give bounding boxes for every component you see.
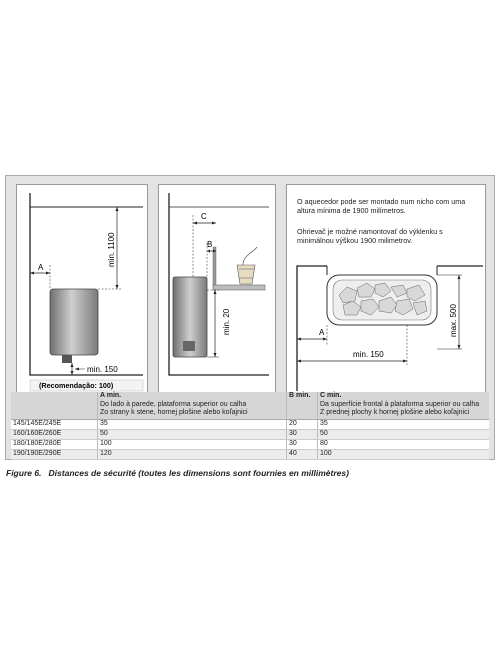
- dim-height-text: min. 1100: [107, 232, 116, 267]
- dim-bottom-text: min. 150: [87, 365, 118, 374]
- front-clearance-diagram: [159, 185, 275, 393]
- cell-c: 35: [318, 420, 490, 430]
- niche-text-sk: Ohrievač je možné namontovať do výklenku s minimálnou výškou 1900 milimetrov.: [297, 227, 443, 245]
- rail-post: [213, 247, 216, 287]
- clearance-table: [11, 392, 489, 460]
- label-a: A: [38, 263, 44, 272]
- figure-caption: [6, 468, 349, 478]
- cell-model: 145/145E/245E: [11, 420, 98, 430]
- label-b: B: [207, 240, 213, 249]
- caption-number: Figure 6.: [6, 468, 42, 478]
- ladle-icon: [243, 247, 257, 265]
- table-row: [11, 450, 489, 460]
- niche-text-pt: O aquecedor pode ser montado num nicho com uma altura mínima de 1900 milímetros.: [297, 197, 466, 215]
- cell-a: 100: [98, 440, 287, 450]
- cell-c: 80: [318, 440, 490, 450]
- panel-front-clearance: [158, 184, 276, 394]
- water-bucket-icon: [237, 265, 255, 284]
- label-a: A: [319, 328, 325, 337]
- panel-side-clearance: [16, 184, 148, 394]
- dim-height-text: min. 20: [222, 308, 231, 335]
- table-row: [11, 430, 489, 440]
- header-b: B min.: [287, 392, 318, 420]
- heater-control-box: [183, 341, 195, 351]
- recommendation-text: (Recomendação: 100): [39, 381, 114, 390]
- figure-frame: [5, 175, 495, 460]
- panel-niche-installation: [286, 184, 486, 394]
- header-model: [11, 392, 98, 420]
- cell-b: 30: [287, 440, 318, 450]
- table-row: [11, 440, 489, 450]
- niche-diagram: [287, 261, 485, 391]
- cell-a: 50: [98, 430, 287, 440]
- heater-control-box: [62, 355, 72, 363]
- cell-c: 100: [318, 450, 490, 460]
- cell-b: 40: [287, 450, 318, 460]
- side-clearance-diagram: [17, 185, 147, 393]
- heater-body: [50, 289, 98, 355]
- cell-model: 160/160E/260E: [11, 430, 98, 440]
- table-row: [11, 420, 489, 430]
- cell-a: 120: [98, 450, 287, 460]
- cell-b: 30: [287, 430, 318, 440]
- header-c: C min. Da superfície frontal à plataforma superior ou calha Z prednej plochy k hornej plošine alebo koľajnici: [318, 392, 490, 420]
- dim-bottom-text: min. 150: [353, 350, 384, 359]
- cell-model: 190/190E/290E: [11, 450, 98, 460]
- cell-c: 50: [318, 430, 490, 440]
- table-header: [11, 392, 489, 420]
- label-c: C: [201, 212, 207, 221]
- upper-platform: [213, 285, 265, 290]
- caption-text: Distances de sécurité (toutes les dimensions sont fournies en millimètres): [48, 468, 349, 478]
- cell-a: 35: [98, 420, 287, 430]
- header-a: A min. Do lado à parede, plataforma superior ou calha Zo strany k stene, hornej plošine alebo koľajnici: [98, 392, 287, 420]
- cell-b: 20: [287, 420, 318, 430]
- cell-model: 180/180E/280E: [11, 440, 98, 450]
- dim-height-text: max. 500: [449, 304, 458, 337]
